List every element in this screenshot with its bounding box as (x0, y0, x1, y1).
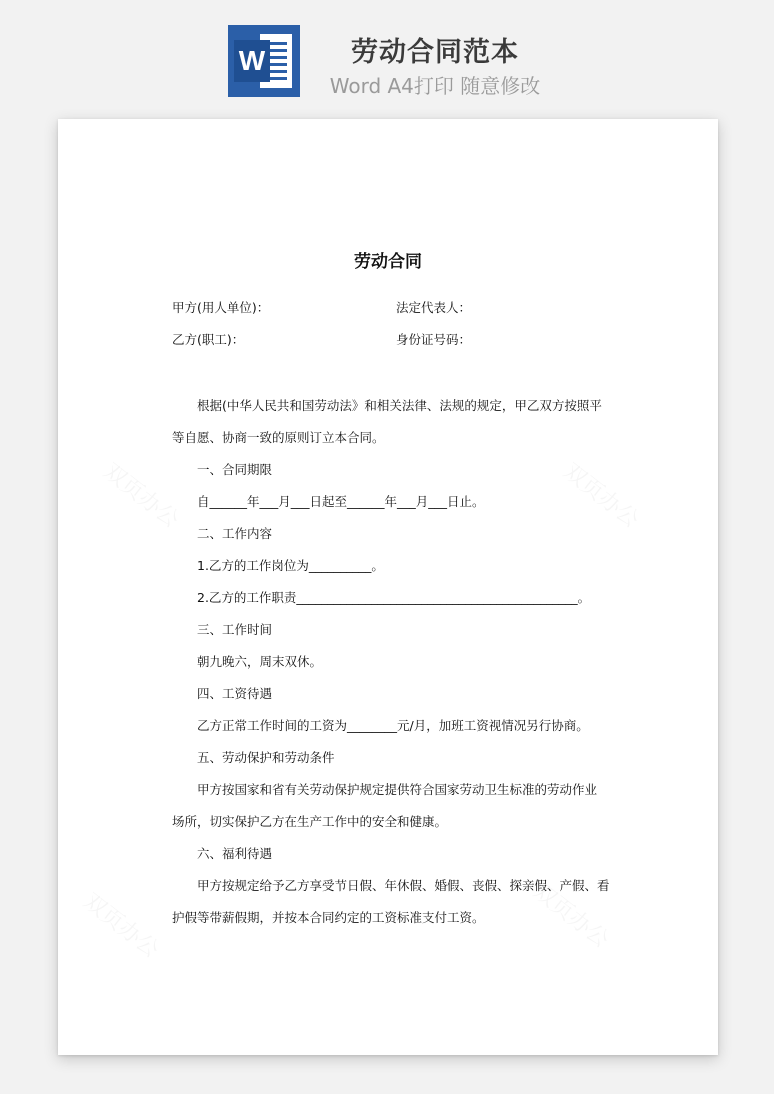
intro-paragraph-line1: 根据(中华人民共和国劳动法》和相关法律、法规的规定，甲乙双方按照平 (197, 398, 602, 413)
banner-subtitle: Word A4打印 随意修改 (329, 74, 541, 98)
word-letter-icon: W (234, 40, 270, 82)
work-duties-item: 2.乙方的工作职责_____________________________________________。 (197, 590, 591, 605)
work-position-item: 1.乙方的工作岗位为__________。 (197, 558, 384, 573)
banner (0, 0, 774, 110)
labor-protection-line2: 场所，切实保护乙方在生产工作中的安全和健康。 (172, 814, 448, 829)
section-heading-term: 一、合同期限 (197, 462, 273, 477)
watermark (98, 455, 186, 534)
banner-title: 劳动合同范本 (351, 37, 519, 68)
document-title: 劳动合同 (354, 252, 422, 272)
document-page (58, 119, 718, 1055)
intro-paragraph-line2: 等自愿、协商一致的原则订立本合同。 (172, 430, 385, 445)
salary-text: 乙方正常工作时间的工资为________元/月，加班工资视情况另行协商。 (197, 718, 589, 733)
section-heading-work-time: 三、工作时间 (197, 622, 273, 637)
benefits-line2: 护假等带薪假期，并按本合同约定的工资标准支付工资。 (172, 910, 485, 925)
section-heading-salary: 四、工资待遇 (197, 686, 273, 701)
id-number-label: 身份证号码： (396, 332, 472, 347)
labor-protection-line1: 甲方按国家和省有关劳动保护规定提供符合国家劳动卫生标准的劳动作业 (197, 782, 598, 797)
section-heading-benefits: 六、福利待遇 (197, 846, 273, 861)
watermark (558, 455, 646, 534)
work-time-text: 朝九晚六，周末双休。 (197, 654, 323, 669)
party-b-label: 乙方(职工)： (172, 332, 245, 347)
contract-term-text: 自______年___月___日起至______年___月___日止。 (197, 494, 485, 509)
section-heading-work-content: 二、工作内容 (197, 526, 273, 541)
party-a-label: 甲方(用人单位)： (172, 300, 270, 315)
word-app-icon (228, 25, 300, 97)
section-heading-labor-protection: 五、劳动保护和劳动条件 (197, 750, 335, 765)
legal-rep-label: 法定代表人： (396, 300, 472, 315)
watermark (78, 885, 166, 964)
benefits-line1: 甲方按规定给予乙方享受节日假、年休假、婚假、丧假、探亲假、产假、看 (197, 878, 610, 893)
